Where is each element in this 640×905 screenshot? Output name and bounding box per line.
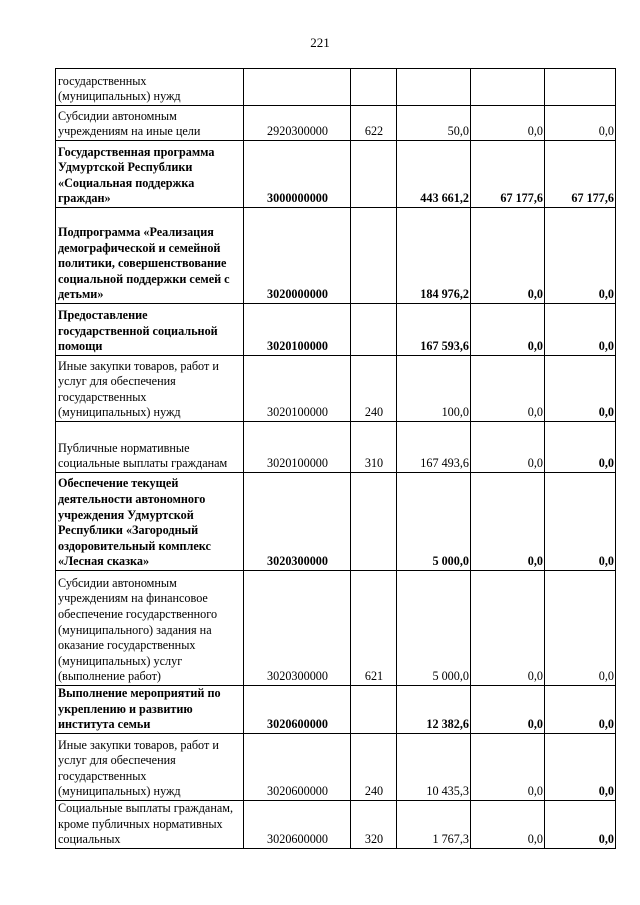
row-name-cell: Субсидии автономным учреждениям на иные цели bbox=[56, 106, 244, 141]
row-value-2021-cell: 67 177,6 bbox=[471, 141, 545, 208]
row-value-2022-cell: 0,0 bbox=[545, 106, 616, 141]
row-value-2021-cell: 0,0 bbox=[471, 686, 545, 734]
row-type-cell: 240 bbox=[351, 734, 397, 801]
row-type-cell: 622 bbox=[351, 106, 397, 141]
table-row bbox=[56, 571, 616, 686]
row-value-2020-cell: 167 493,6 bbox=[397, 422, 471, 473]
row-name-cell: Публичные нормативные социальные выплаты гражданам bbox=[56, 422, 244, 473]
table-row bbox=[56, 356, 616, 422]
row-value-2021-cell: 0,0 bbox=[471, 106, 545, 141]
row-name-cell: Подпрограмма «Реализация демографической и семейной политики, совершенствование социальной поддержки семей с детьми» bbox=[56, 208, 244, 304]
row-code-cell: 3020100000 bbox=[244, 356, 351, 422]
row-value-2020-cell: 5 000,0 bbox=[397, 473, 471, 571]
row-value-2022-cell: 0,0 bbox=[545, 422, 616, 473]
row-type-cell bbox=[351, 473, 397, 571]
row-code-cell: 3020100000 bbox=[244, 422, 351, 473]
row-code-cell: 3020600000 bbox=[244, 734, 351, 801]
row-name-cell: Государственная программа Удмуртской Республики «Социальная поддержка граждан» bbox=[56, 141, 244, 208]
row-name-cell: Предоставление государственной социальной помощи bbox=[56, 304, 244, 356]
budget-table bbox=[55, 68, 616, 849]
row-value-2021-cell bbox=[471, 69, 545, 106]
row-name-cell: Социальные выплаты гражданам, кроме публичных нормативных социальных bbox=[56, 801, 244, 849]
row-code-cell: 3020600000 bbox=[244, 801, 351, 849]
row-value-2021-cell: 0,0 bbox=[471, 801, 545, 849]
row-value-2022-cell: 0,0 bbox=[545, 571, 616, 686]
row-name-cell: Обеспечение текущей деятельности автономного учреждения Удмуртской Республики «Загородный оздоровительный комплекс «Лесная сказка» bbox=[56, 473, 244, 571]
row-type-cell bbox=[351, 304, 397, 356]
row-code-cell: 2920300000 bbox=[244, 106, 351, 141]
row-code-cell: 3020600000 bbox=[244, 686, 351, 734]
row-type-cell bbox=[351, 208, 397, 304]
row-value-2020-cell: 10 435,3 bbox=[397, 734, 471, 801]
row-value-2020-cell: 443 661,2 bbox=[397, 141, 471, 208]
row-value-2022-cell: 0,0 bbox=[545, 208, 616, 304]
row-value-2020-cell: 184 976,2 bbox=[397, 208, 471, 304]
row-name-cell: Выполнение мероприятий по укреплению и развитию института семьи bbox=[56, 686, 244, 734]
row-value-2020-cell: 167 593,6 bbox=[397, 304, 471, 356]
row-value-2022-cell: 0,0 bbox=[545, 473, 616, 571]
row-value-2021-cell: 0,0 bbox=[471, 734, 545, 801]
row-code-cell: 3020000000 bbox=[244, 208, 351, 304]
row-value-2020-cell: 50,0 bbox=[397, 106, 471, 141]
row-type-cell bbox=[351, 141, 397, 208]
table-row bbox=[56, 208, 616, 304]
row-code-cell: 3020100000 bbox=[244, 304, 351, 356]
row-value-2022-cell bbox=[545, 69, 616, 106]
table-row bbox=[56, 106, 616, 141]
row-name-cell: государственных (муниципальных) нужд bbox=[56, 69, 244, 106]
row-value-2022-cell: 0,0 bbox=[545, 801, 616, 849]
row-value-2021-cell: 0,0 bbox=[471, 422, 545, 473]
table-row bbox=[56, 686, 616, 734]
row-code-cell bbox=[244, 69, 351, 106]
row-name-cell: Иные закупки товаров, работ и услуг для обеспечения государственных (муниципальных) нужд bbox=[56, 356, 244, 422]
row-value-2020-cell: 12 382,6 bbox=[397, 686, 471, 734]
row-name-cell: Иные закупки товаров, работ и услуг для обеспечения государственных (муниципальных) нужд bbox=[56, 734, 244, 801]
table-row bbox=[56, 141, 616, 208]
table-row bbox=[56, 69, 616, 106]
row-type-cell bbox=[351, 69, 397, 106]
row-value-2022-cell: 0,0 bbox=[545, 356, 616, 422]
row-value-2022-cell: 0,0 bbox=[545, 686, 616, 734]
page-number: 221 bbox=[310, 35, 330, 50]
row-code-cell: 3020300000 bbox=[244, 473, 351, 571]
row-code-cell: 3020300000 bbox=[244, 571, 351, 686]
row-value-2020-cell: 1 767,3 bbox=[397, 801, 471, 849]
table-row bbox=[56, 473, 616, 571]
row-code-cell: 3000000000 bbox=[244, 141, 351, 208]
row-type-cell: 240 bbox=[351, 356, 397, 422]
row-value-2020-cell: 5 000,0 bbox=[397, 571, 471, 686]
row-type-cell: 310 bbox=[351, 422, 397, 473]
row-value-2020-cell: 100,0 bbox=[397, 356, 471, 422]
row-value-2021-cell: 0,0 bbox=[471, 571, 545, 686]
row-value-2021-cell: 0,0 bbox=[471, 304, 545, 356]
row-type-cell bbox=[351, 686, 397, 734]
row-value-2022-cell: 0,0 bbox=[545, 734, 616, 801]
row-type-cell: 621 bbox=[351, 571, 397, 686]
table-row bbox=[56, 422, 616, 473]
row-value-2021-cell: 0,0 bbox=[471, 473, 545, 571]
row-value-2022-cell: 0,0 bbox=[545, 304, 616, 356]
row-value-2021-cell: 0,0 bbox=[471, 356, 545, 422]
table-row bbox=[56, 801, 616, 849]
table-row bbox=[56, 734, 616, 801]
row-value-2022-cell: 67 177,6 bbox=[545, 141, 616, 208]
row-value-2020-cell bbox=[397, 69, 471, 106]
row-value-2021-cell: 0,0 bbox=[471, 208, 545, 304]
row-name-cell: Субсидии автономным учреждениям на финансовое обеспечение государственного (муниципального) задания на оказание государственных (муниципальных) услуг (выполнение работ) bbox=[56, 571, 244, 686]
table-row bbox=[56, 304, 616, 356]
row-type-cell: 320 bbox=[351, 801, 397, 849]
